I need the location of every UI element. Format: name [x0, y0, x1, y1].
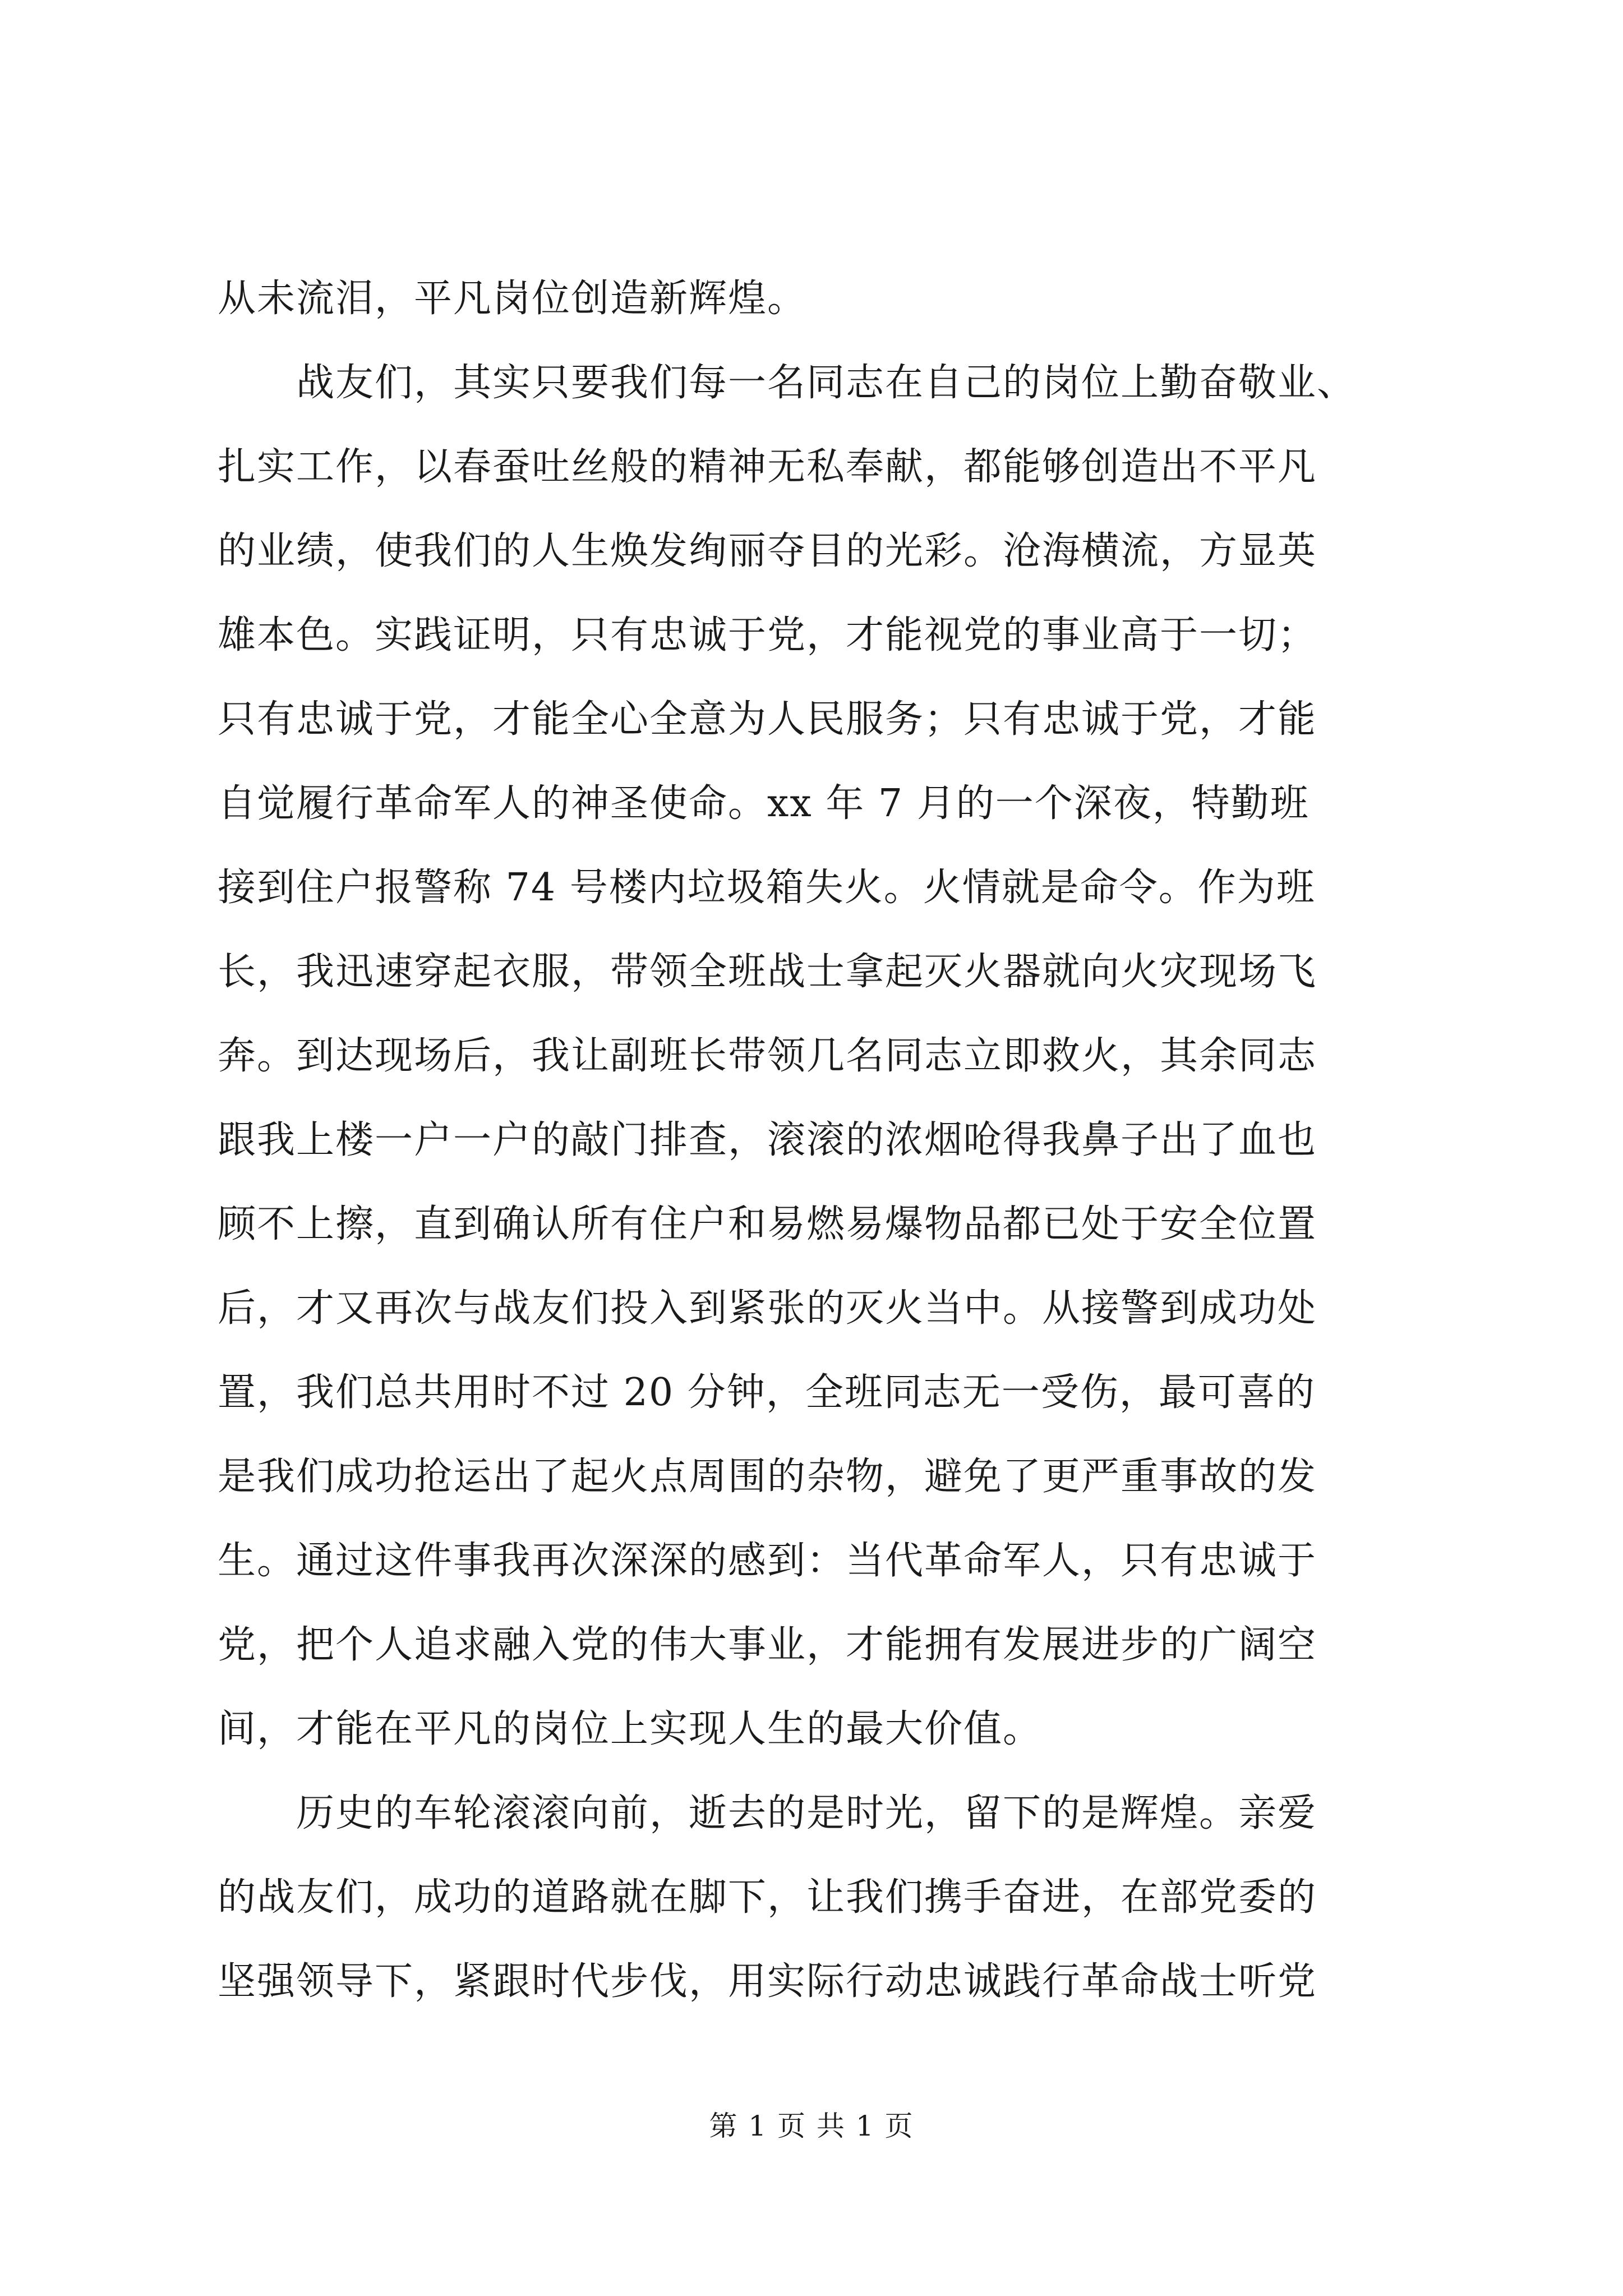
text-line: 的业绩，使我们的人生焕发绚丽夺目的光彩。沧海横流，方显英: [218, 529, 1317, 573]
text-line: 雄本色。实践证明，只有忠诚于党，才能视党的事业高于一切；: [218, 613, 1317, 657]
text-line: 历史的车轮滚滚向前，逝去的是时光，留下的是辉煌。亲爱: [218, 1791, 1317, 1835]
text-line: 后，才又再次与战友们投入到紧张的灭火当中。从接警到成功处: [218, 1286, 1317, 1331]
body-text: [218, 257, 1412, 2024]
text-line: 坚强领导下，紧跟时代步伐，用实际行动忠诚践行革命战士听党: [218, 1959, 1317, 2004]
text-line: 奔。到达现场后，我让副班长带领几名同志立即救火，其余同志: [218, 1034, 1317, 1078]
text-line: 从未流泪，平凡岗位创造新辉煌。: [218, 277, 807, 321]
text-line: 扎实工作，以春蚕吐丝般的精神无私奉献，都能够创造出不平凡: [218, 445, 1317, 489]
text-line: 战友们，其实只要我们每一名同志在自己的岗位上勤奋敬业、: [218, 361, 1357, 405]
text-line: 只有忠诚于党，才能全心全意为人民服务；只有忠诚于党，才能: [218, 697, 1317, 742]
text-line: 党，把个人追求融入党的伟大事业，才能拥有发展进步的广阔空: [218, 1623, 1317, 1667]
text-line: 是我们成功抢运出了起火点周围的杂物，避免了更严重事故的发: [218, 1455, 1317, 1499]
text-line: 置，我们总共用时不过 20 分钟，全班同志无一受伤，最可喜的: [218, 1370, 1316, 1415]
text-line: 顾不上擦，直到确认所有住户和易燃易爆物品都已处于安全位置: [218, 1202, 1317, 1246]
text-line: 间，才能在平凡的岗位上实现人生的最大价值。: [218, 1707, 1043, 1751]
text-line: 生。通过这件事我再次深深的感到：当代革命军人，只有忠诚于: [218, 1539, 1317, 1583]
text-line: 自觉履行革命军人的神圣使命。xx 年 7 月的一个深夜，特勤班: [218, 781, 1310, 826]
text-line: 跟我上楼一户一户的敲门排查，滚滚的浓烟呛得我鼻子出了血也: [218, 1118, 1317, 1162]
text-line: 接到住户报警称 74 号楼内垃圾箱失火。火情就是命令。作为班: [218, 866, 1316, 910]
text-line: 的战友们，成功的道路就在脚下，让我们携手奋进，在部党委的: [218, 1875, 1317, 1920]
text-line: 长，我迅速穿起衣服，带领全班战士拿起灭火器就向火灾现场飞: [218, 950, 1317, 994]
page-footer: [0, 2109, 1623, 2143]
page-number-label: 第 1 页 共 1 页: [709, 2110, 914, 2142]
